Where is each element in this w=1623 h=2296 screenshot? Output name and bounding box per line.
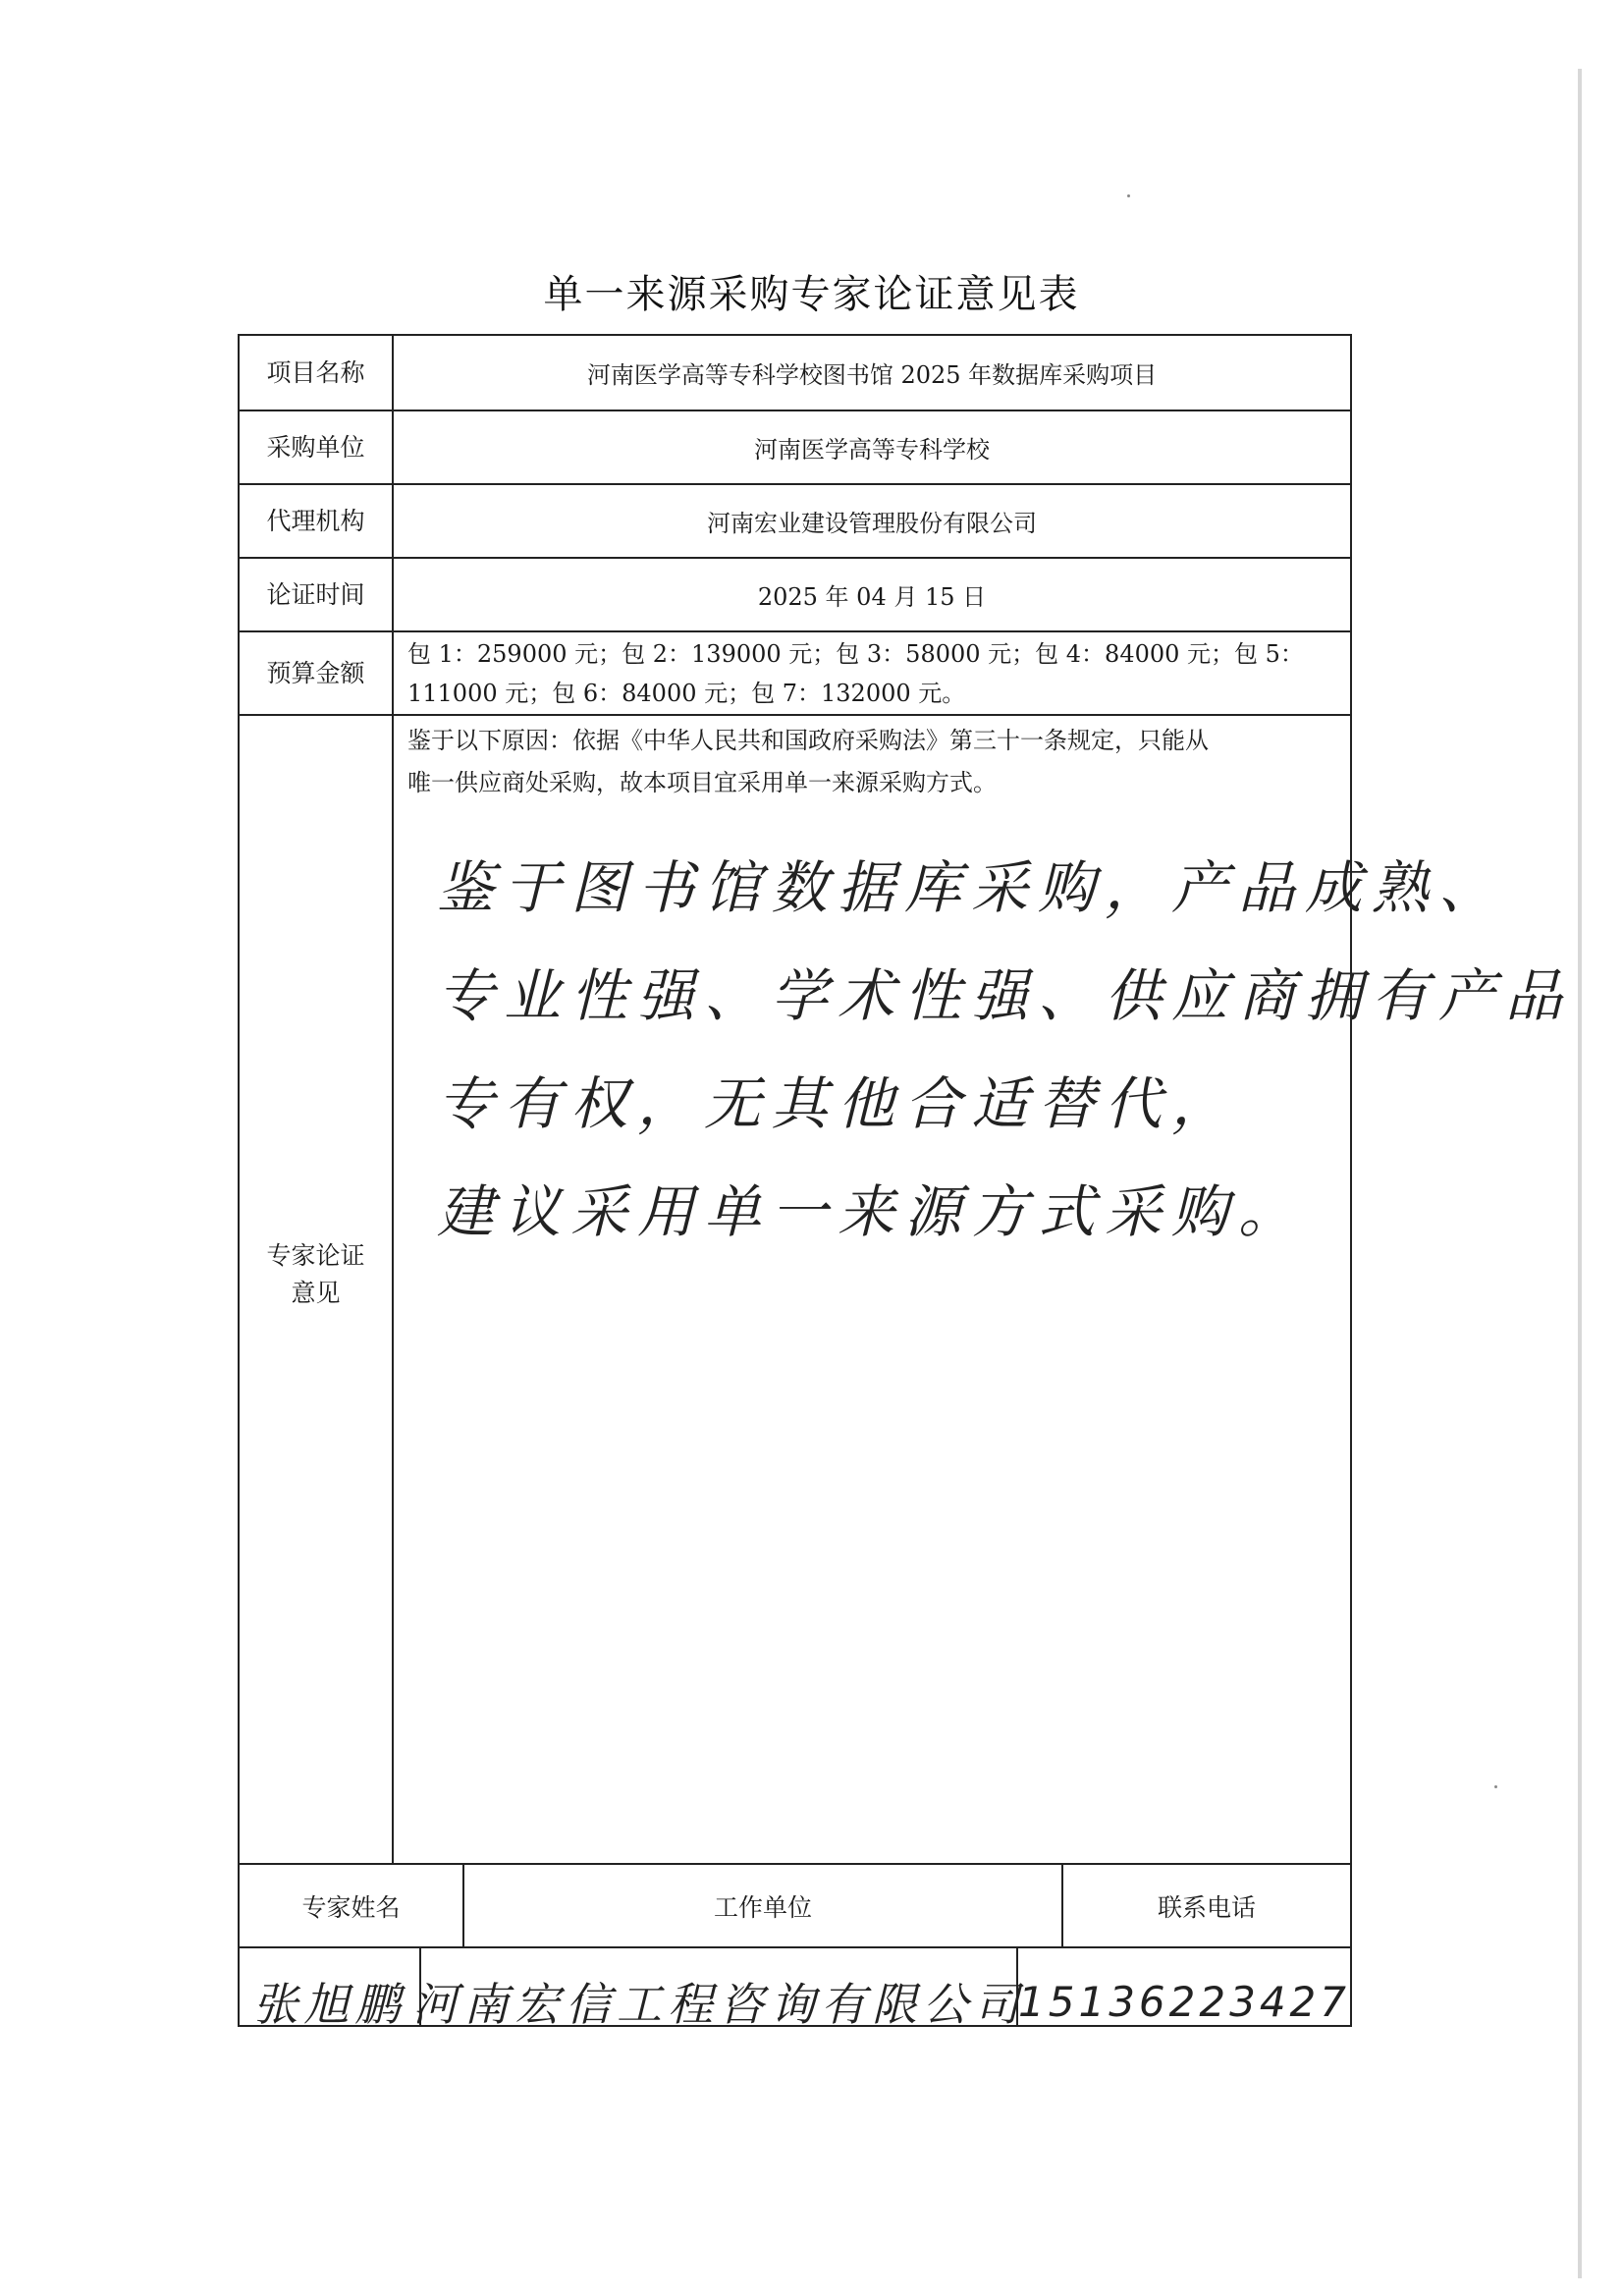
- header-expert-name: 专家姓名: [240, 1865, 464, 1946]
- expert-workplace-handwritten: 河南宏信工程咨询有限公司: [421, 1948, 1018, 2025]
- form-title: 单一来源采购专家论证意见表: [543, 272, 1080, 317]
- row-purchaser: [240, 410, 1350, 483]
- handwritten-line-3: 专有权，无其他合适替代，: [437, 1070, 1239, 1137]
- budget-line-2: 111000 元；包 6：84000 元；包 7：132000 元。: [407, 679, 966, 707]
- opinion-label: [240, 716, 394, 1863]
- opinion-label-line-2: 意见: [291, 1279, 341, 1307]
- expert-phone-handwritten: 15136223427: [1018, 1977, 1350, 2026]
- printed-reason-line-2: 唯一供应商处采购，故本项目宜采用单一来源采购方式。: [407, 769, 997, 796]
- expert-table-header: [240, 1863, 1350, 1946]
- handwritten-line-2: 专业性强、学术性强、供应商拥有产品: [437, 962, 1573, 1029]
- handwritten-opinion: [437, 834, 1572, 1266]
- scan-speck: [1127, 194, 1130, 197]
- purchaser-label: 采购单位: [240, 411, 394, 483]
- purchaser-value: 河南医学高等专科学校: [754, 436, 990, 464]
- agency-label: 代理机构: [240, 485, 394, 557]
- handwritten-line-4: 建议采用单一来源方式采购。: [437, 1178, 1306, 1245]
- expert-table-row: [240, 1946, 1350, 2031]
- budget-value: [394, 632, 1350, 714]
- expert-name-signature: 张旭鹏: [240, 1948, 421, 2025]
- budget-label: 预算金额: [240, 632, 394, 714]
- row-agency: [240, 483, 1350, 557]
- date-label: 论证时间: [240, 559, 394, 630]
- row-budget: [240, 630, 1350, 714]
- opinion-form-table: [238, 334, 1573, 2031]
- header-phone: 联系电话: [1157, 1892, 1256, 1922]
- project-name-value: 河南医学高等专科学校图书馆 2025 年数据库采购项目: [586, 361, 1158, 389]
- row-project-name: [240, 336, 1350, 410]
- printed-reason-line-1: 鉴于以下原因：依据《中华人民共和国政府采购法》第三十一条规定，只能从: [407, 727, 1209, 754]
- date-value: 2025 年 04 月 15 日: [757, 583, 987, 611]
- printed-reason: [407, 720, 1572, 804]
- handwritten-line-1: 鉴于图书馆数据库采购，产品成熟、: [437, 854, 1506, 921]
- project-name-label: 项目名称: [240, 336, 394, 410]
- budget-line-1: 包 1：259000 元；包 2：139000 元；包 3：58000 元；包 4：84000 元；包 5：: [407, 639, 1304, 668]
- header-workplace: 工作单位: [464, 1865, 1063, 1946]
- opinion-content: [394, 716, 1586, 1863]
- row-expert-opinion: [240, 714, 1573, 1863]
- opinion-label-line-1: 专家论证: [266, 1241, 365, 1270]
- row-date: [240, 557, 1350, 630]
- agency-value: 河南宏业建设管理股份有限公司: [707, 510, 1037, 537]
